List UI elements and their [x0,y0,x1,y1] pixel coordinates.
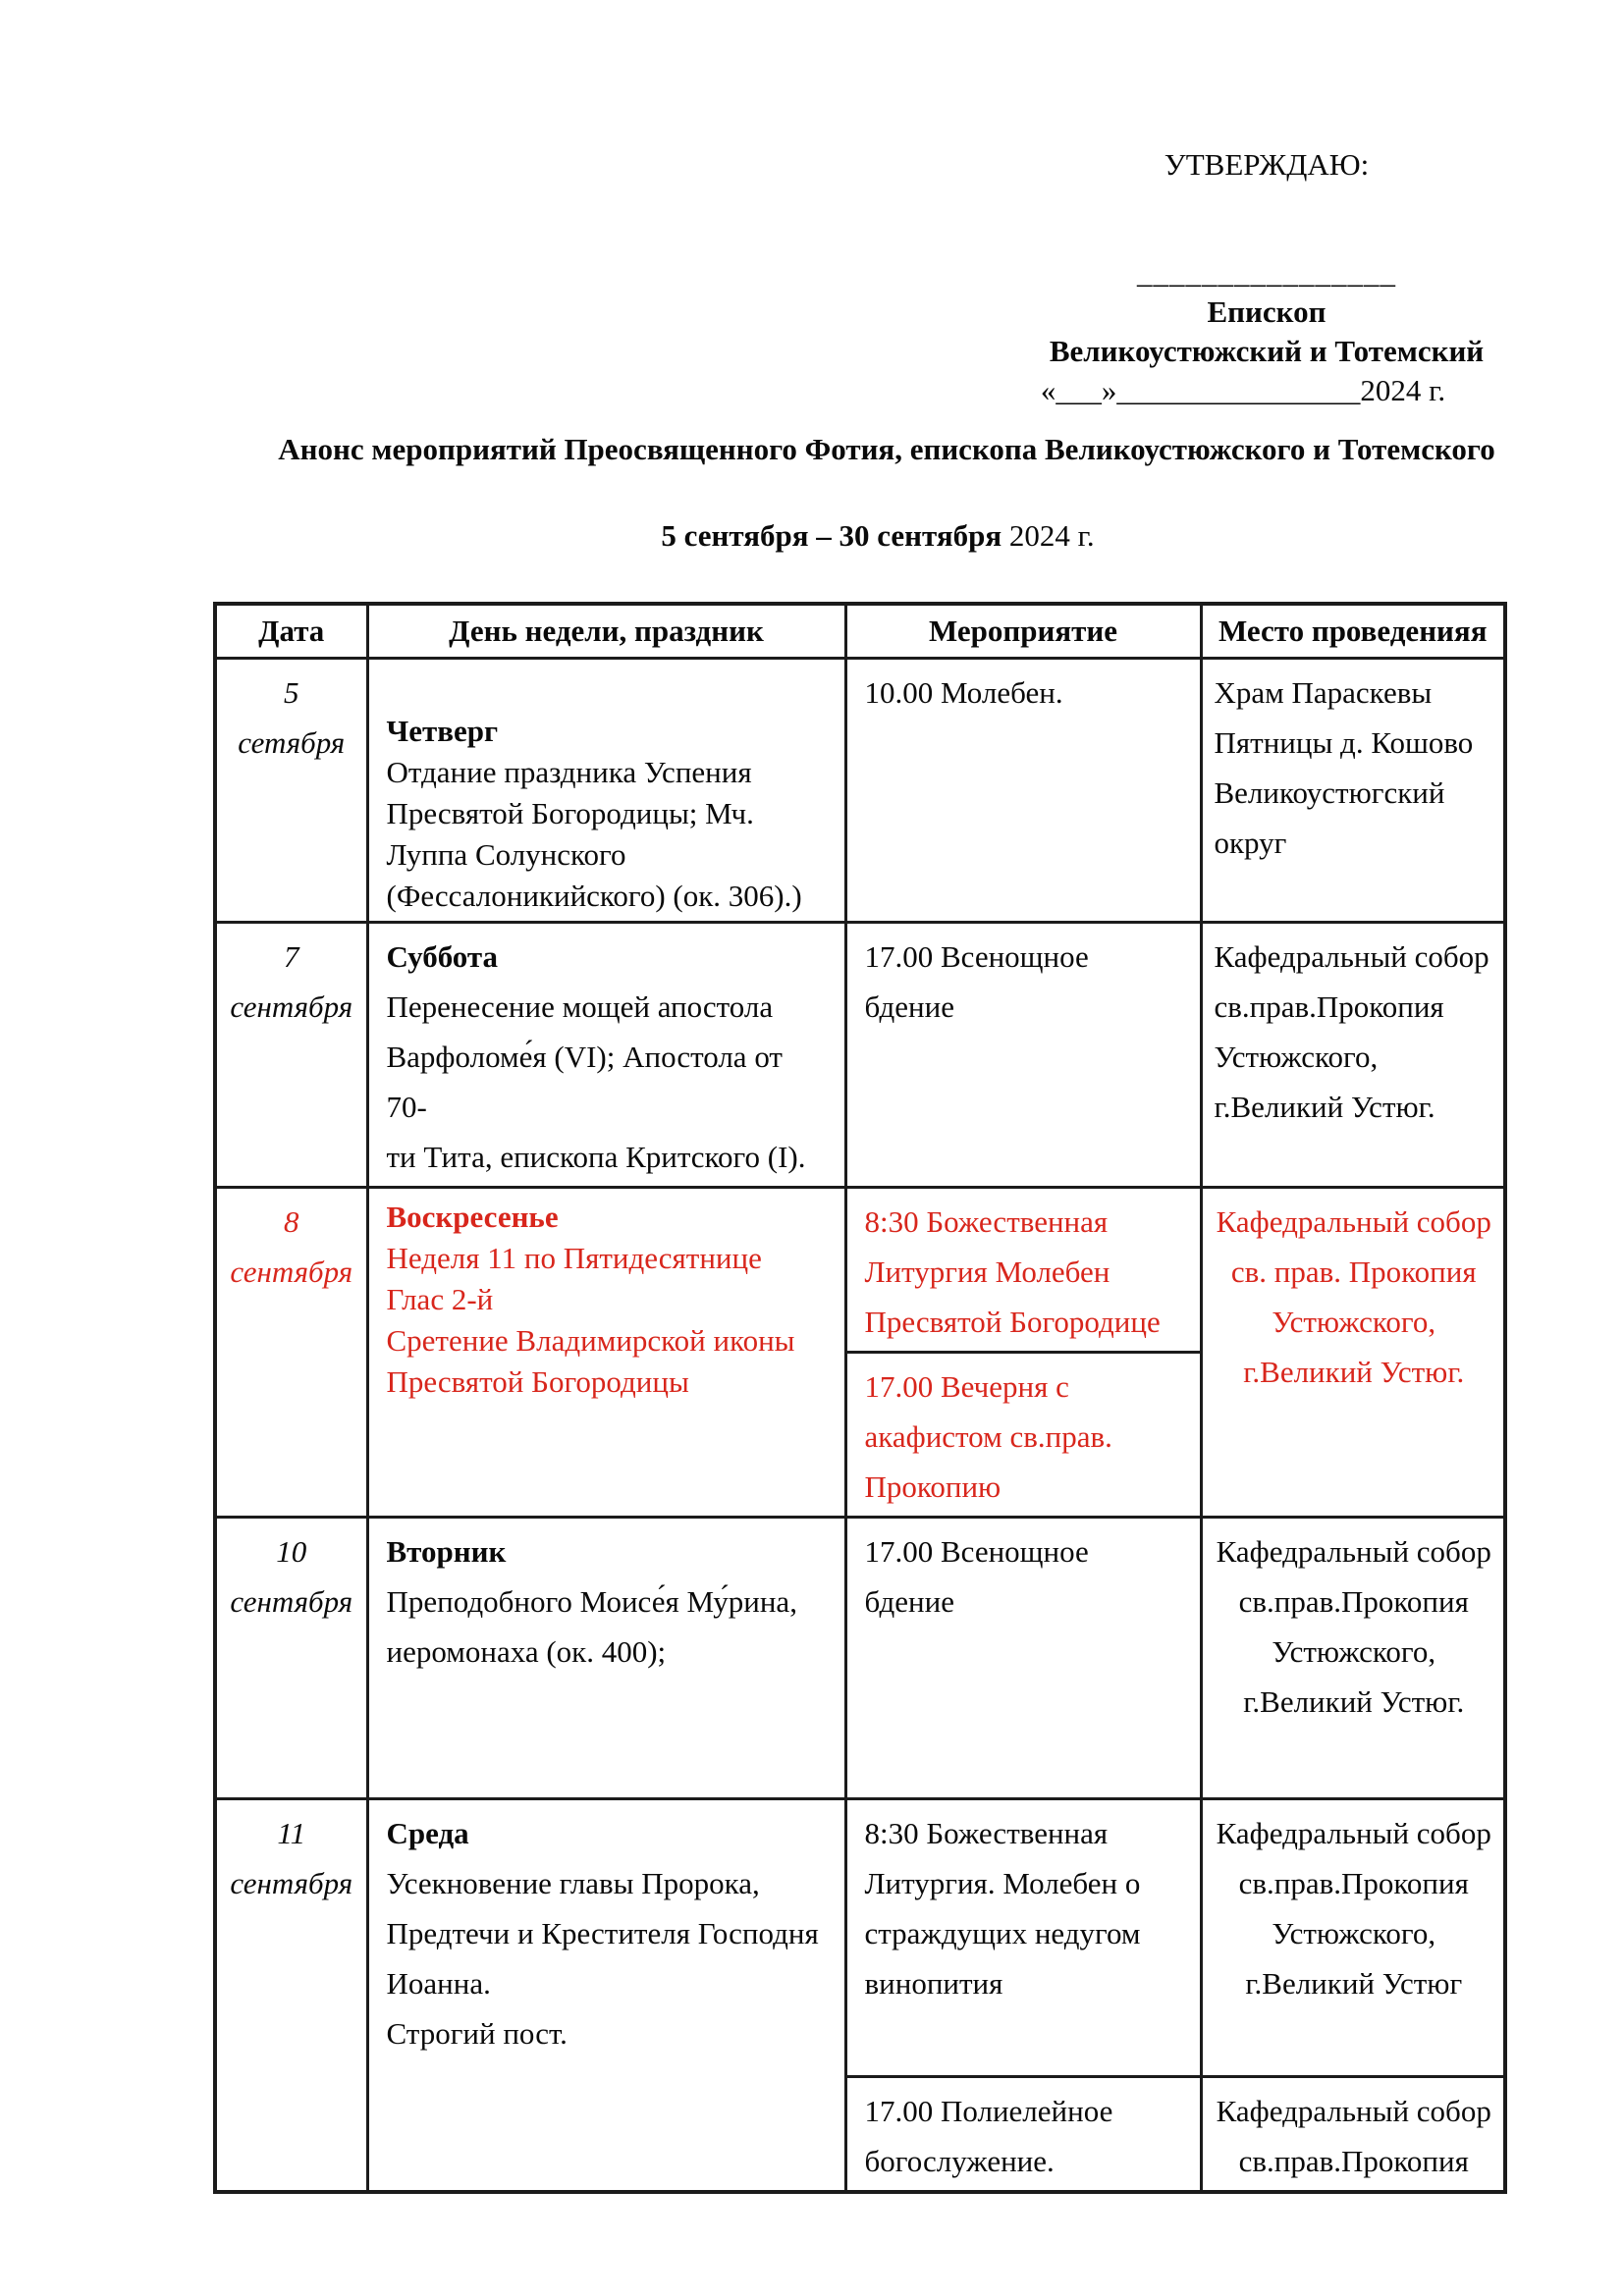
event-cell [845,2077,1201,2193]
event-cell [845,1188,1201,1353]
day-cell [367,1518,845,1799]
place-text-line: г.Великий Устюг. [1243,1355,1465,1389]
place-text-line: Устюжского, [1272,1634,1436,1669]
date-day: 7 [284,939,299,974]
event-cell [845,1353,1201,1518]
event-text-line: винопития [864,1966,1003,2001]
day-cell [367,659,845,923]
date-day: 10 [276,1534,307,1569]
date-range-year: 2024 г. [1001,518,1095,553]
header-date: Дата [215,604,367,659]
date-cell [215,1799,367,2193]
header-place: Место проведенияя [1201,604,1505,659]
day-text-line: Строгий пост. [386,2016,568,2051]
date-cell [215,1188,367,1518]
header-event: Мероприятие [845,604,1201,659]
day-title: Воскресенье [386,1200,559,1234]
day-cell [367,1188,845,1518]
date-day: 5 [284,675,299,710]
schedule-row [215,1188,1505,1353]
place-text-line: Устюжского, [1214,1040,1379,1074]
place-text-line: Устюжского, [1272,1305,1436,1339]
day-text-line: Пресвятой Богородицы; Мч. [386,796,754,830]
approval-block [1011,145,1522,410]
event-text-line: Литургия Молебен [864,1255,1110,1289]
schedule-row [215,1799,1505,2077]
approval-label: УТВЕРЖДАЮ: [1164,147,1370,182]
day-text-line: Преподобного Моисе́я Му́рина, [386,1584,797,1619]
day-text-line: Пресвятой Богородицы [386,1364,689,1399]
date-month: сентября [230,989,353,1024]
place-cell [1201,1518,1505,1799]
place-text-line: св.прав.Прокопия [1238,1866,1469,1900]
date-month: сетября [238,725,346,760]
place-text-line: г.Великий Устюг. [1243,1684,1465,1719]
schedule-table-header [215,604,1505,659]
day-text-line: (Фессалоникийского) (ок. 306).) [386,879,802,913]
date-month: сентября [230,1584,353,1619]
approver-position-line1: Епископ [1207,294,1326,329]
place-text-line: г.Великий Устюг. [1214,1090,1435,1124]
approval-date-line: «___»________________2024 г. [1040,373,1446,407]
header-day: День недели, праздник [367,604,845,659]
event-cell [845,659,1201,923]
schedule-row [215,1518,1505,1799]
day-text-line: ти Тита, епископа Критского (I). [386,1140,806,1174]
event-cell [845,1518,1201,1799]
place-cell [1201,1188,1505,1518]
date-range-subtitle [661,518,1094,554]
place-text-line: округ [1214,826,1287,860]
event-text-line: 17.00 Всенощное бдение [864,939,1089,1024]
date-cell [215,923,367,1188]
event-text-line: 10.00 Молебен. [864,675,1063,710]
event-text-line: 17.00 Полиелейное [864,2094,1113,2128]
place-text-line: Кафедральный собор [1216,1204,1491,1239]
event-text-line: богослужение. [864,2144,1055,2178]
place-text-line: Кафедральный собор [1216,1816,1491,1850]
schedule-table [213,602,1507,2194]
schedule-row [215,923,1505,1188]
day-text-line: Отдание праздника Успения [386,755,752,789]
date-month: сентября [230,1866,353,1900]
place-text-line: Устюжского, [1272,1916,1436,1950]
date-day: 8 [284,1204,299,1239]
event-text-line: акафистом св.прав. [864,1419,1112,1454]
schedule-table-body [215,659,1505,2193]
day-title: Среда [386,1816,469,1850]
date-cell [215,659,367,923]
day-text-line: Луппа Солунского [386,837,626,872]
place-text-line: Кафедральный собор [1216,2094,1491,2128]
place-text-line: св.прав.Прокопия [1238,2144,1469,2178]
event-text-line: 17.00 Вечерня с [864,1369,1069,1404]
date-cell [215,1518,367,1799]
event-text-line: Прокопию [864,1469,1001,1504]
day-text-line: Иоанна. [386,1966,491,2001]
place-text-line: св.прав.Прокопия [1238,1584,1469,1619]
event-text-line: Пресвятой Богородице [864,1305,1161,1339]
day-cell [367,923,845,1188]
schedule-row [215,659,1505,923]
event-text-line: 8:30 Божественная [864,1816,1109,1850]
document-title: Анонс мероприятий Преосвященного Фотия, епископа Великоустюжского и Тотемского [278,432,1495,466]
place-text-line: св.прав.Прокопия [1214,989,1444,1024]
day-text-line: Усекновение главы Пророка, [386,1866,760,1900]
place-text-line: Храм Параскевы [1214,675,1433,710]
place-cell [1201,923,1505,1188]
place-text-line: Кафедральный собор [1214,939,1489,974]
day-text-line: иеромонаха (ок. 400); [386,1634,667,1669]
event-text-line: Литургия. Молебен о [864,1866,1141,1900]
day-text-line: Неделя 11 по Пятидесятнице [386,1241,762,1275]
day-text-line: Перенесение мощей апостола [386,989,774,1024]
place-text-line: св. прав. Прокопия [1230,1255,1477,1289]
date-day: 11 [277,1816,306,1850]
day-text-line: Варфоломе́я (VI); Апостола от 70- [386,1040,783,1124]
event-text-line: 17.00 Всенощное бдение [864,1534,1089,1619]
day-text-line: Предтечи и Крестителя Господня [386,1916,819,1950]
day-title: Суббота [386,939,498,974]
event-cell [845,923,1201,1188]
day-cell [367,1799,845,2193]
place-cell [1201,1799,1505,2077]
place-text-line: Пятницы д. Кошово [1214,725,1474,760]
day-text-line: Сретение Владимирской иконы [386,1323,795,1358]
header-row [215,604,1505,659]
signature-line: ________________ [1137,255,1396,290]
date-range: 5 сентября – 30 сентября [661,518,1002,553]
day-text-line: Глас 2-й [386,1282,494,1316]
place-text-line: Великоустюгский [1214,775,1445,810]
place-text-line: г.Великий Устюг [1245,1966,1463,2001]
approver-position-line2: Великоустюжский и Тотемский [1049,334,1485,368]
day-title: Вторник [386,1534,507,1569]
event-text-line: 8:30 Божественная [864,1204,1109,1239]
day-title: Четверг [386,714,499,748]
event-text-line: страждущих недугом [864,1916,1141,1950]
place-cell [1201,2077,1505,2193]
event-cell [845,1799,1201,2077]
place-text-line: Кафедральный собор [1216,1534,1491,1569]
date-month: сентября [230,1255,353,1289]
place-cell [1201,659,1505,923]
